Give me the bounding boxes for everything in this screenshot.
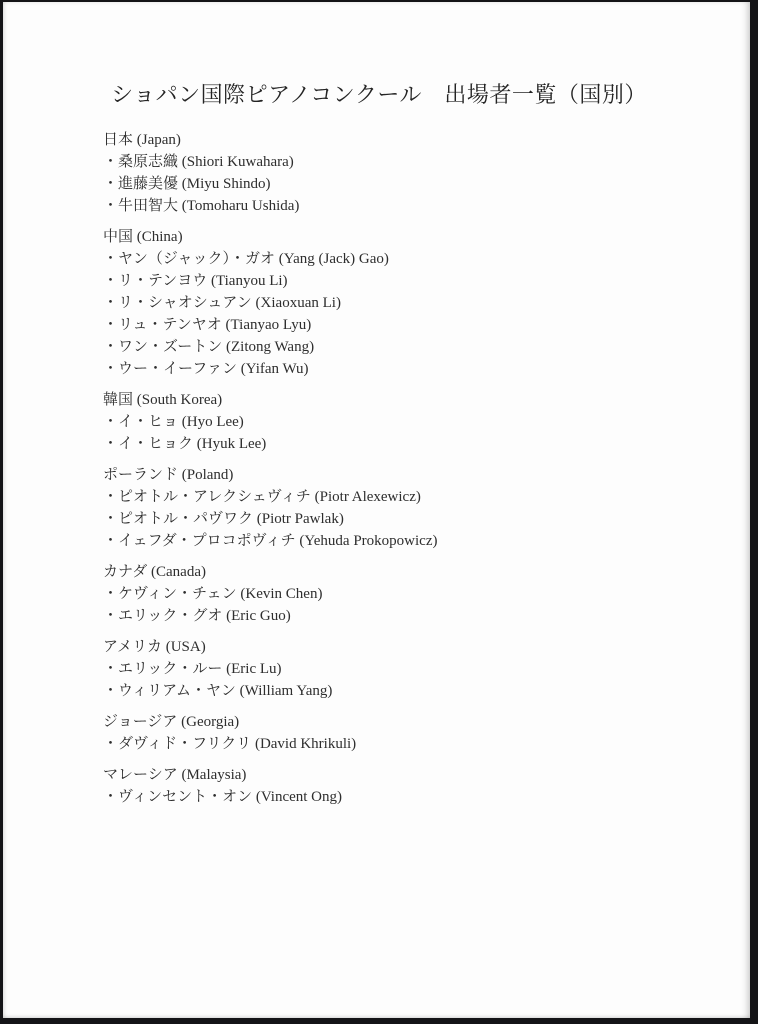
country-section bbox=[103, 636, 655, 702]
page-title: ショパン国際ピアノコンクール 出場者一覧（国別） bbox=[111, 82, 647, 107]
country-section bbox=[103, 711, 655, 755]
participant-line: ・リュ・テンヤオ (Tianyao Lyu) bbox=[103, 317, 312, 333]
participant-line: ・リ・シャオシュアン (Xiaoxuan Li) bbox=[103, 295, 341, 311]
country-header: 中国 (China) bbox=[103, 229, 183, 245]
country-section bbox=[103, 226, 655, 380]
participant-line: ・ウィリアム・ヤン (William Yang) bbox=[103, 683, 333, 699]
participant-line: ・ピオトル・パヴワク (Piotr Pawlak) bbox=[103, 511, 344, 527]
participant-line: ・ダヴィド・フリクリ (David Khrikuli) bbox=[103, 736, 357, 752]
document-content bbox=[3, 80, 750, 808]
participant-line: ・ワン・ズートン (Zitong Wang) bbox=[103, 339, 315, 355]
country-section bbox=[103, 389, 655, 455]
country-header: マレーシア (Malaysia) bbox=[103, 767, 247, 783]
country-header: ポーランド (Poland) bbox=[103, 467, 234, 483]
country-section bbox=[103, 129, 655, 217]
participant-line: ・エリック・グオ (Eric Guo) bbox=[103, 608, 291, 624]
participant-line: ・イ・ヒョ (Hyo Lee) bbox=[103, 414, 244, 430]
participant-line: ・桑原志織 (Shiori Kuwahara) bbox=[103, 154, 294, 170]
country-section bbox=[103, 764, 655, 808]
document-page bbox=[3, 2, 750, 1018]
country-header: アメリカ (USA) bbox=[103, 639, 206, 655]
participant-line: ・イ・ヒョク (Hyuk Lee) bbox=[103, 436, 267, 452]
participant-line: ・ヴィンセント・オン (Vincent Ong) bbox=[103, 789, 343, 805]
country-header: 日本 (Japan) bbox=[103, 132, 181, 148]
country-header: 韓国 (South Korea) bbox=[103, 392, 223, 408]
country-header: ジョージア (Georgia) bbox=[103, 714, 240, 730]
participant-line: ・進藤美優 (Miyu Shindo) bbox=[103, 176, 271, 192]
participant-line: ・ケヴィン・チェン (Kevin Chen) bbox=[103, 586, 323, 602]
participants-list bbox=[103, 129, 655, 808]
participant-line: ・リ・テンヨウ (Tianyou Li) bbox=[103, 273, 288, 289]
participant-line: ・エリック・ルー (Eric Lu) bbox=[103, 661, 282, 677]
country-section bbox=[103, 464, 655, 552]
participant-line: ・ピオトル・アレクシェヴィチ (Piotr Alexewicz) bbox=[103, 489, 421, 505]
participant-line: ・イェフダ・プロコポヴィチ (Yehuda Prokopowicz) bbox=[103, 533, 438, 549]
participant-line: ・ヤン（ジャック）・ガオ (Yang (Jack) Gao) bbox=[103, 251, 389, 267]
participant-line: ・牛田智大 (Tomoharu Ushida) bbox=[103, 198, 300, 214]
participant-line: ・ウー・イーファン (Yifan Wu) bbox=[103, 361, 309, 377]
country-header: カナダ (Canada) bbox=[103, 564, 206, 580]
country-section bbox=[103, 561, 655, 627]
